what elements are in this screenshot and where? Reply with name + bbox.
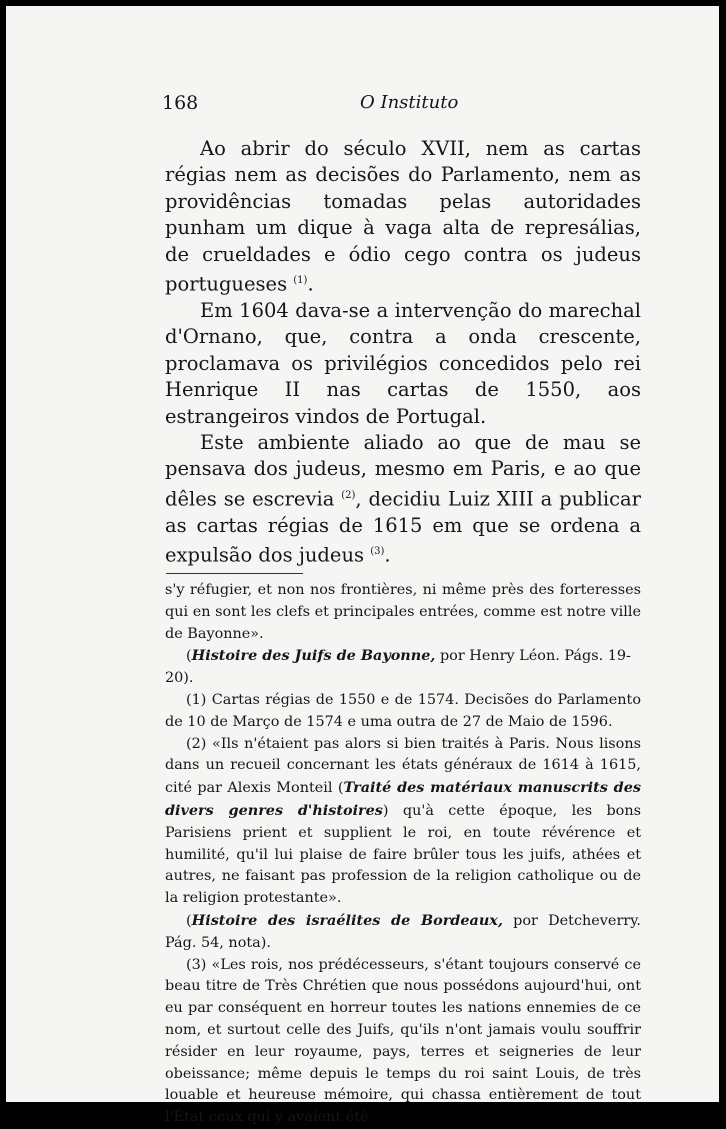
footnote-source-2 bbox=[165, 910, 641, 955]
paren: ( bbox=[186, 912, 192, 929]
page-body bbox=[165, 136, 641, 1129]
paragraph-2: Em 1604 dava-se a intervenção do marechal d'Ornano, que, contra a onda crescente, proclamava os privilégios concedidos pelo rei Henrique II nas cartas de 1550, aos estrangeiros vindos de Portugal. bbox=[165, 298, 641, 428]
footnote-source-1 bbox=[165, 645, 641, 690]
page-header bbox=[6, 92, 719, 122]
punct: . bbox=[307, 272, 314, 296]
paragraph-3 bbox=[165, 430, 641, 569]
footnote-ref-1: (1) bbox=[293, 275, 308, 287]
punct: , bbox=[355, 487, 362, 511]
footnotes bbox=[165, 580, 641, 1129]
footnote-2 bbox=[165, 734, 641, 910]
footnote-3 bbox=[165, 955, 641, 1129]
footnote-2-mark: (2) bbox=[186, 735, 207, 752]
source-2-rest: por Detcheverry. Pág. 54, nota). bbox=[165, 912, 641, 951]
footnote-2-title: Traité des matériaux manuscrits des divers genres d'histoires bbox=[165, 779, 641, 819]
footnote-2-text-a: «Ils n'étaient pas alors si bien traités à Paris. Nous lisons dans un recueil concernant les états généraux de 1614 à 1615, cité par Alexis Monteil ( bbox=[165, 735, 641, 797]
book-page bbox=[6, 6, 719, 1126]
footnote-3-text: «Les rois, nos prédécesseurs, s'étant toujours conservé ce beau titre de Très Chrétien que nous possédons aujourd'hui, ont eu par conséquent en horreur toutes les nations ennemies de ce nom, et surtout celle des Juifs, qu'ils n'ont jamais voulu souffrir résider en leur royaume, pays, terres et seigneries de leur obeissance; même depuis le temps du roi saint Louis, de très louable et heureuse mémoire, qui chassa entièrement de tout l'État ceux qui y avaient été bbox=[165, 956, 641, 1126]
main-text bbox=[165, 136, 641, 569]
source-2-title: Histoire des israélites de Bordeaux, bbox=[191, 911, 503, 929]
footnote-1 bbox=[165, 690, 641, 734]
page-number: 168 bbox=[162, 92, 199, 114]
source-1-title: Histoire des Juifs de Bayonne, bbox=[191, 647, 436, 665]
paragraph-3-text-cont: decidiu Luiz XIII a publicar as cartas régias de 1615 em que se ordena a expulsão dos judeus bbox=[165, 487, 641, 567]
paragraph-3-text: Este ambiente aliado ao que de mau se pensava dos judeus, mesmo em Paris, e ao que dêles se escrevia bbox=[165, 430, 641, 511]
punct: . bbox=[384, 543, 391, 567]
paragraph-1 bbox=[165, 136, 641, 298]
footnote-divider bbox=[166, 573, 303, 574]
footnote-ref-3: (3) bbox=[370, 546, 385, 558]
footnote-3-mark: (3) bbox=[186, 956, 207, 973]
footnote-1-text: Cartas régias de 1550 e de 1574. Decisões do Parlamento de 10 de Março de 1574 e uma outra de 27 de Maio de 1596. bbox=[165, 691, 641, 730]
footnote-continuation: s'y réfugier, et non nos frontières, ni même près des forteresses qui en sont les clefs et principales entrées, comme est notre ville de Bayonne». bbox=[165, 582, 641, 642]
running-title: O Instituto bbox=[360, 92, 459, 113]
source-1-rest: por Henry Léon. Págs. 19-20). bbox=[165, 648, 631, 687]
footnote-ref-2: (2) bbox=[341, 489, 356, 501]
paragraph-1-text: Ao abrir do século XVII, nem as cartas régias nem as decisões do Parlamento, nem as providências tomadas pelas autoridades punham um dique à vaga alta de represálias, de crueldades e ódio cego contra os judeus portugueses bbox=[165, 137, 641, 296]
footnote-1-mark: (1) bbox=[186, 691, 207, 708]
footnote-2-text-b: ) qu'à cette époque, les bons Parisiens prient et supplient le roi, en toute révérence et humilité, qu'il lui plaise de faire brûler tous les juifs, athées et autres, ne faisant pas profession de la religion catholique ou de la religion protestante». bbox=[165, 802, 642, 907]
paren: ( bbox=[186, 648, 192, 665]
